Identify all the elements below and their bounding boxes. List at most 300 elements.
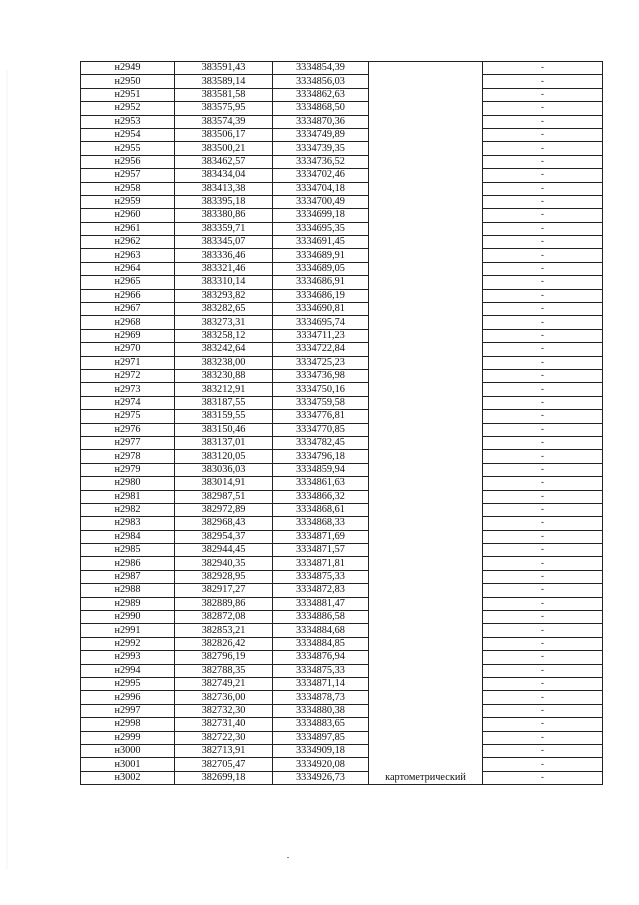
- point-name-cell: н2965: [81, 276, 175, 289]
- note-cell: -: [483, 704, 603, 717]
- method-cell: [369, 303, 483, 316]
- method-cell: [369, 624, 483, 637]
- x-coordinate-cell: 383462,57: [175, 155, 273, 168]
- note-cell: -: [483, 570, 603, 583]
- method-cell: [369, 276, 483, 289]
- y-coordinate-cell: 3334702,46: [273, 169, 369, 182]
- point-name-cell: н2983: [81, 517, 175, 530]
- note-cell: -: [483, 128, 603, 141]
- point-name-cell: н2988: [81, 584, 175, 597]
- method-cell: [369, 611, 483, 624]
- point-name-cell: н2997: [81, 704, 175, 717]
- table-row: [81, 677, 603, 690]
- table-row: [81, 544, 603, 557]
- method-cell: [369, 597, 483, 610]
- y-coordinate-cell: 3334695,35: [273, 222, 369, 235]
- table-row: [81, 128, 603, 141]
- table-row: [81, 611, 603, 624]
- method-cell: [369, 102, 483, 115]
- x-coordinate-cell: 382928,95: [175, 570, 273, 583]
- point-name-cell: н2961: [81, 222, 175, 235]
- note-cell: -: [483, 463, 603, 476]
- note-cell: -: [483, 303, 603, 316]
- y-coordinate-cell: 3334711,23: [273, 329, 369, 342]
- method-cell: [369, 544, 483, 557]
- scan-edge-shadow: [6, 70, 9, 870]
- x-coordinate-cell: 383212,91: [175, 383, 273, 396]
- x-coordinate-cell: 382826,42: [175, 637, 273, 650]
- table-row: [81, 731, 603, 744]
- x-coordinate-cell: 383238,00: [175, 356, 273, 369]
- point-name-cell: н2966: [81, 289, 175, 302]
- table-row: [81, 343, 603, 356]
- x-coordinate-cell: 383345,07: [175, 236, 273, 249]
- x-coordinate-cell: 382853,21: [175, 624, 273, 637]
- x-coordinate-cell: 383014,91: [175, 477, 273, 490]
- table-row: [81, 249, 603, 262]
- point-name-cell: н2971: [81, 356, 175, 369]
- method-cell: [369, 88, 483, 101]
- method-cell: [369, 410, 483, 423]
- method-cell: [369, 262, 483, 275]
- method-cell: [369, 570, 483, 583]
- table-row: [81, 651, 603, 664]
- method-cell: [369, 477, 483, 490]
- y-coordinate-cell: 3334880,38: [273, 704, 369, 717]
- point-name-cell: н2959: [81, 195, 175, 208]
- point-name-cell: н2970: [81, 343, 175, 356]
- note-cell: -: [483, 664, 603, 677]
- x-coordinate-cell: 383500,21: [175, 142, 273, 155]
- x-coordinate-cell: 383137,01: [175, 436, 273, 449]
- table-row: [81, 597, 603, 610]
- note-cell: -: [483, 383, 603, 396]
- y-coordinate-cell: 3334871,57: [273, 544, 369, 557]
- point-name-cell: н2980: [81, 477, 175, 490]
- point-name-cell: н2982: [81, 503, 175, 516]
- table-row: [81, 410, 603, 423]
- y-coordinate-cell: 3334699,18: [273, 209, 369, 222]
- y-coordinate-cell: 3334861,63: [273, 477, 369, 490]
- point-name-cell: н2984: [81, 530, 175, 543]
- note-cell: -: [483, 731, 603, 744]
- table-row: [81, 423, 603, 436]
- x-coordinate-cell: 383282,65: [175, 303, 273, 316]
- point-name-cell: н2972: [81, 369, 175, 382]
- x-coordinate-cell: 383336,46: [175, 249, 273, 262]
- y-coordinate-cell: 3334876,94: [273, 651, 369, 664]
- table-row: [81, 758, 603, 771]
- point-name-cell: н2999: [81, 731, 175, 744]
- x-coordinate-cell: 383159,55: [175, 410, 273, 423]
- table-row: [81, 195, 603, 208]
- y-coordinate-cell: 3334881,47: [273, 597, 369, 610]
- point-name-cell: н2989: [81, 597, 175, 610]
- point-name-cell: н2967: [81, 303, 175, 316]
- method-cell: [369, 704, 483, 717]
- y-coordinate-cell: 3334909,18: [273, 744, 369, 757]
- x-coordinate-cell: 383574,39: [175, 115, 273, 128]
- x-coordinate-cell: 383413,38: [175, 182, 273, 195]
- note-cell: -: [483, 597, 603, 610]
- x-coordinate-cell: 382796,19: [175, 651, 273, 664]
- note-cell: -: [483, 329, 603, 342]
- x-coordinate-cell: 383036,03: [175, 463, 273, 476]
- note-cell: -: [483, 102, 603, 115]
- y-coordinate-cell: 3334926,73: [273, 771, 369, 784]
- note-cell: -: [483, 477, 603, 490]
- note-cell: -: [483, 771, 603, 784]
- method-cell: [369, 343, 483, 356]
- method-cell: [369, 209, 483, 222]
- point-name-cell: н2993: [81, 651, 175, 664]
- y-coordinate-cell: 3334886,58: [273, 611, 369, 624]
- y-coordinate-cell: 3334859,94: [273, 463, 369, 476]
- table-row: [81, 718, 603, 731]
- method-cell: [369, 423, 483, 436]
- y-coordinate-cell: 3334920,08: [273, 758, 369, 771]
- note-cell: -: [483, 182, 603, 195]
- note-cell: -: [483, 544, 603, 557]
- x-coordinate-cell: 382889,86: [175, 597, 273, 610]
- method-cell: [369, 195, 483, 208]
- method-cell: [369, 169, 483, 182]
- table-row: [81, 503, 603, 516]
- note-cell: -: [483, 209, 603, 222]
- table-row: [81, 530, 603, 543]
- y-coordinate-cell: 3334862,63: [273, 88, 369, 101]
- table-row: [81, 276, 603, 289]
- table-row: [81, 209, 603, 222]
- point-name-cell: н2960: [81, 209, 175, 222]
- x-coordinate-cell: 383150,46: [175, 423, 273, 436]
- point-name-cell: н2992: [81, 637, 175, 650]
- method-cell: [369, 436, 483, 449]
- x-coordinate-cell: 382699,18: [175, 771, 273, 784]
- method-cell: [369, 155, 483, 168]
- y-coordinate-cell: 3334782,45: [273, 436, 369, 449]
- x-coordinate-cell: 383242,64: [175, 343, 273, 356]
- y-coordinate-cell: 3334884,85: [273, 637, 369, 650]
- method-cell: [369, 463, 483, 476]
- table-row: [81, 477, 603, 490]
- table-row: [81, 557, 603, 570]
- note-cell: -: [483, 142, 603, 155]
- table-row: [81, 584, 603, 597]
- x-coordinate-cell: 383310,14: [175, 276, 273, 289]
- y-coordinate-cell: 3334759,58: [273, 396, 369, 409]
- note-cell: -: [483, 744, 603, 757]
- point-name-cell: н2962: [81, 236, 175, 249]
- x-coordinate-cell: 382736,00: [175, 691, 273, 704]
- x-coordinate-cell: 382722,30: [175, 731, 273, 744]
- table-row: [81, 222, 603, 235]
- point-name-cell: н2981: [81, 490, 175, 503]
- x-coordinate-cell: 383120,05: [175, 450, 273, 463]
- note-cell: -: [483, 410, 603, 423]
- note-cell: -: [483, 343, 603, 356]
- point-name-cell: н2991: [81, 624, 175, 637]
- table-row: [81, 744, 603, 757]
- point-name-cell: н2964: [81, 262, 175, 275]
- x-coordinate-cell: 383380,86: [175, 209, 273, 222]
- x-coordinate-cell: 382968,43: [175, 517, 273, 530]
- point-name-cell: н2975: [81, 410, 175, 423]
- table-row: [81, 771, 603, 784]
- method-cell: [369, 744, 483, 757]
- method-cell: [369, 731, 483, 744]
- x-coordinate-cell: 382749,21: [175, 677, 273, 690]
- table-row: [81, 169, 603, 182]
- y-coordinate-cell: 3334883,65: [273, 718, 369, 731]
- y-coordinate-cell: 3334689,05: [273, 262, 369, 275]
- note-cell: -: [483, 249, 603, 262]
- table-row: [81, 329, 603, 342]
- method-cell: [369, 450, 483, 463]
- method-cell: [369, 142, 483, 155]
- y-coordinate-cell: 3334736,52: [273, 155, 369, 168]
- point-name-cell: н2985: [81, 544, 175, 557]
- method-cell: [369, 637, 483, 650]
- note-cell: -: [483, 262, 603, 275]
- method-cell: [369, 503, 483, 516]
- point-name-cell: н2986: [81, 557, 175, 570]
- point-name-cell: н2949: [81, 62, 175, 75]
- y-coordinate-cell: 3334691,45: [273, 236, 369, 249]
- note-cell: -: [483, 718, 603, 731]
- method-cell: [369, 289, 483, 302]
- x-coordinate-cell: 383359,71: [175, 222, 273, 235]
- point-name-cell: н3002: [81, 771, 175, 784]
- y-coordinate-cell: 3334868,50: [273, 102, 369, 115]
- x-coordinate-cell: 382917,27: [175, 584, 273, 597]
- y-coordinate-cell: 3334736,98: [273, 369, 369, 382]
- note-cell: -: [483, 584, 603, 597]
- method-cell: [369, 115, 483, 128]
- method-cell: [369, 249, 483, 262]
- y-coordinate-cell: 3334725,23: [273, 356, 369, 369]
- x-coordinate-cell: 382705,47: [175, 758, 273, 771]
- method-cell: [369, 128, 483, 141]
- y-coordinate-cell: 3334770,85: [273, 423, 369, 436]
- table-row: [81, 436, 603, 449]
- note-cell: -: [483, 356, 603, 369]
- note-cell: -: [483, 624, 603, 637]
- point-name-cell: н2956: [81, 155, 175, 168]
- note-cell: -: [483, 691, 603, 704]
- scan-speck: [287, 857, 289, 858]
- point-name-cell: н2955: [81, 142, 175, 155]
- method-cell: [369, 691, 483, 704]
- table-row: [81, 396, 603, 409]
- point-name-cell: н2954: [81, 128, 175, 141]
- note-cell: -: [483, 195, 603, 208]
- y-coordinate-cell: 3334866,32: [273, 490, 369, 503]
- point-name-cell: н2978: [81, 450, 175, 463]
- point-name-cell: н2994: [81, 664, 175, 677]
- y-coordinate-cell: 3334686,19: [273, 289, 369, 302]
- table-row: [81, 142, 603, 155]
- table-row: [81, 236, 603, 249]
- table-row: [81, 262, 603, 275]
- y-coordinate-cell: 3334871,81: [273, 557, 369, 570]
- point-name-cell: н2995: [81, 677, 175, 690]
- coordinates-table: [80, 61, 603, 785]
- point-name-cell: н2977: [81, 436, 175, 449]
- x-coordinate-cell: 382940,35: [175, 557, 273, 570]
- note-cell: -: [483, 450, 603, 463]
- y-coordinate-cell: 3334871,14: [273, 677, 369, 690]
- point-name-cell: н3000: [81, 744, 175, 757]
- y-coordinate-cell: 3334776,81: [273, 410, 369, 423]
- method-cell: [369, 222, 483, 235]
- table-row: [81, 664, 603, 677]
- method-cell: [369, 530, 483, 543]
- note-cell: -: [483, 222, 603, 235]
- method-cell: [369, 182, 483, 195]
- x-coordinate-cell: 382944,45: [175, 544, 273, 557]
- x-coordinate-cell: 383187,55: [175, 396, 273, 409]
- table-row: [81, 624, 603, 637]
- table-row: [81, 115, 603, 128]
- note-cell: -: [483, 236, 603, 249]
- x-coordinate-cell: 383395,18: [175, 195, 273, 208]
- point-name-cell: н2987: [81, 570, 175, 583]
- y-coordinate-cell: 3334700,49: [273, 195, 369, 208]
- y-coordinate-cell: 3334690,81: [273, 303, 369, 316]
- method-cell: [369, 62, 483, 75]
- x-coordinate-cell: 383230,88: [175, 369, 273, 382]
- method-cell: [369, 557, 483, 570]
- x-coordinate-cell: 383293,82: [175, 289, 273, 302]
- y-coordinate-cell: 3334875,33: [273, 664, 369, 677]
- y-coordinate-cell: 3334878,73: [273, 691, 369, 704]
- x-coordinate-cell: 382788,35: [175, 664, 273, 677]
- x-coordinate-cell: 383321,46: [175, 262, 273, 275]
- note-cell: -: [483, 75, 603, 88]
- method-cell: [369, 758, 483, 771]
- table-row: [81, 450, 603, 463]
- x-coordinate-cell: 383589,14: [175, 75, 273, 88]
- point-name-cell: н2973: [81, 383, 175, 396]
- point-name-cell: н2952: [81, 102, 175, 115]
- method-cell: [369, 664, 483, 677]
- method-cell: [369, 329, 483, 342]
- table-row: [81, 704, 603, 717]
- point-name-cell: н2950: [81, 75, 175, 88]
- point-name-cell: н2974: [81, 396, 175, 409]
- y-coordinate-cell: 3334854,39: [273, 62, 369, 75]
- note-cell: -: [483, 611, 603, 624]
- table-row: [81, 356, 603, 369]
- table-row: [81, 463, 603, 476]
- note-cell: -: [483, 396, 603, 409]
- table-row: [81, 75, 603, 88]
- method-cell: [369, 651, 483, 664]
- y-coordinate-cell: 3334686,91: [273, 276, 369, 289]
- note-cell: -: [483, 276, 603, 289]
- note-cell: -: [483, 436, 603, 449]
- note-cell: -: [483, 758, 603, 771]
- y-coordinate-cell: 3334856,03: [273, 75, 369, 88]
- table-row: [81, 637, 603, 650]
- y-coordinate-cell: 3334739,35: [273, 142, 369, 155]
- point-name-cell: н2968: [81, 316, 175, 329]
- y-coordinate-cell: 3334695,74: [273, 316, 369, 329]
- table-row: [81, 289, 603, 302]
- table-row: [81, 155, 603, 168]
- x-coordinate-cell: 383591,43: [175, 62, 273, 75]
- table-row: [81, 303, 603, 316]
- note-cell: -: [483, 651, 603, 664]
- method-cell: [369, 356, 483, 369]
- table-row: [81, 570, 603, 583]
- method-cell: [369, 517, 483, 530]
- note-cell: -: [483, 677, 603, 690]
- method-cell: [369, 584, 483, 597]
- table-row: [81, 691, 603, 704]
- y-coordinate-cell: 3334689,91: [273, 249, 369, 262]
- x-coordinate-cell: 383258,12: [175, 329, 273, 342]
- table-row: [81, 62, 603, 75]
- note-cell: -: [483, 423, 603, 436]
- method-cell: [369, 383, 483, 396]
- note-cell: -: [483, 517, 603, 530]
- y-coordinate-cell: 3334872,83: [273, 584, 369, 597]
- point-name-cell: н2976: [81, 423, 175, 436]
- note-cell: -: [483, 316, 603, 329]
- note-cell: -: [483, 62, 603, 75]
- x-coordinate-cell: 383434,04: [175, 169, 273, 182]
- x-coordinate-cell: 382731,40: [175, 718, 273, 731]
- y-coordinate-cell: 3334884,68: [273, 624, 369, 637]
- y-coordinate-cell: 3334722,84: [273, 343, 369, 356]
- y-coordinate-cell: 3334868,33: [273, 517, 369, 530]
- x-coordinate-cell: 382972,89: [175, 503, 273, 516]
- note-cell: -: [483, 490, 603, 503]
- point-name-cell: н2957: [81, 169, 175, 182]
- note-cell: -: [483, 637, 603, 650]
- point-name-cell: н2979: [81, 463, 175, 476]
- method-cell: [369, 236, 483, 249]
- point-name-cell: н2990: [81, 611, 175, 624]
- note-cell: -: [483, 289, 603, 302]
- point-name-cell: н2963: [81, 249, 175, 262]
- point-name-cell: н2969: [81, 329, 175, 342]
- point-name-cell: н2958: [81, 182, 175, 195]
- y-coordinate-cell: 3334897,85: [273, 731, 369, 744]
- x-coordinate-cell: 382954,37: [175, 530, 273, 543]
- x-coordinate-cell: 383575,95: [175, 102, 273, 115]
- note-cell: -: [483, 530, 603, 543]
- note-cell: -: [483, 115, 603, 128]
- note-cell: -: [483, 88, 603, 101]
- point-name-cell: н2998: [81, 718, 175, 731]
- method-cell: [369, 75, 483, 88]
- y-coordinate-cell: 3334750,16: [273, 383, 369, 396]
- x-coordinate-cell: 382987,51: [175, 490, 273, 503]
- note-cell: -: [483, 155, 603, 168]
- x-coordinate-cell: 382872,08: [175, 611, 273, 624]
- note-cell: -: [483, 503, 603, 516]
- point-name-cell: н3001: [81, 758, 175, 771]
- table-row: [81, 490, 603, 503]
- table-row: [81, 316, 603, 329]
- method-cell: [369, 316, 483, 329]
- method-cell: [369, 677, 483, 690]
- table-row: [81, 182, 603, 195]
- point-name-cell: н2953: [81, 115, 175, 128]
